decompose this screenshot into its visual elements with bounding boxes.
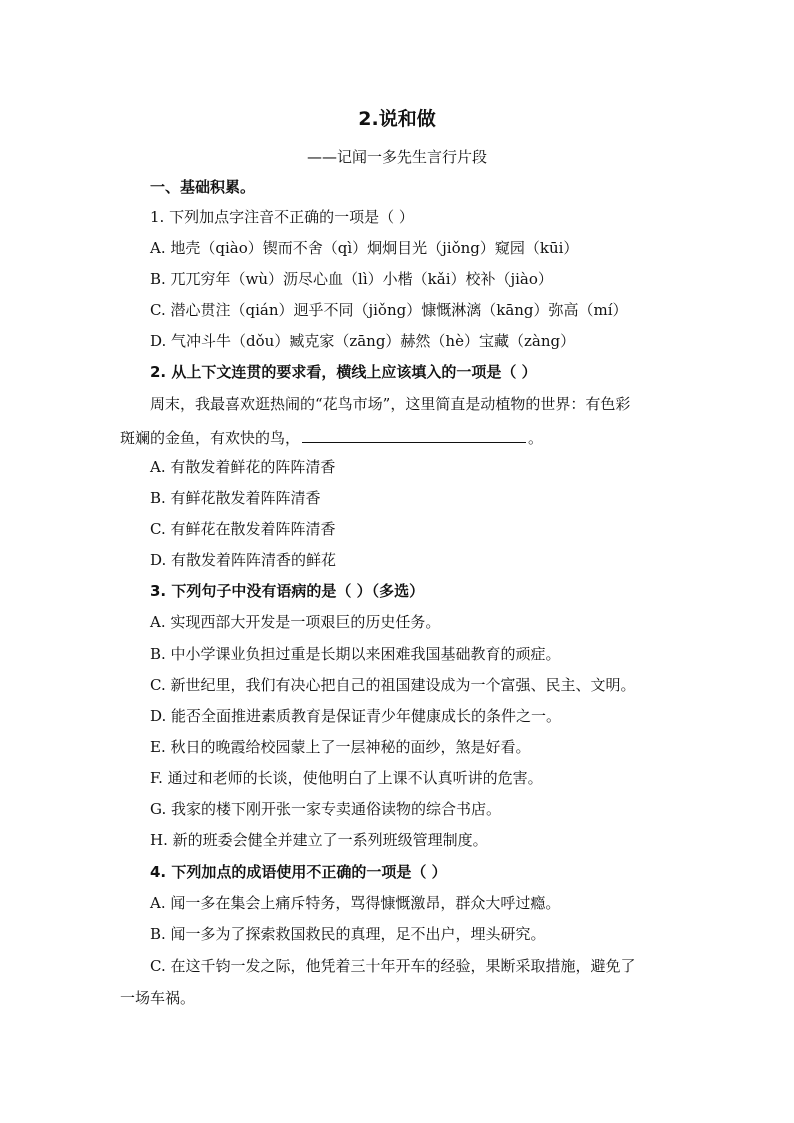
question-3-option-e: E. 秋日的晚霞给校园蒙上了一层神秘的面纱，煞是好看。 xyxy=(150,738,531,756)
question-3-option-a: A. 实现西部大开发是一项艰巨的历史任务。 xyxy=(150,613,441,631)
question-2-option-a: A. 有散发着鲜花的阵阵清香 xyxy=(150,458,336,476)
fill-blank xyxy=(302,426,526,443)
question-4-option-c-line-1: C. 在这千钧一发之际，他凭着三十年开车的经验，果断采取措施，避免了 xyxy=(150,957,636,975)
question-1-option-a: A. 地壳（qiào）锲而不舍（qì）炯炯目光（jiǒng）窥园（kūi） xyxy=(150,239,579,257)
question-4-option-c-line-2: 一场车祸。 xyxy=(120,989,196,1007)
question-2-option-d: D. 有散发着阵阵清香的鲜花 xyxy=(150,551,337,569)
question-4-option-a: A. 闻一多在集会上痛斥特务，骂得慷慨激昂，群众大呼过瘾。 xyxy=(150,894,561,912)
question-2-passage-line-1: 周末，我最喜欢逛热闹的“花鸟市场”，这里简直是动植物的世界：有色彩 xyxy=(150,395,631,413)
question-3-option-f: F. 通过和老师的长谈，使他明白了上课不认真听讲的危害。 xyxy=(150,769,543,787)
question-2-option-b: B. 有鲜花散发着阵阵清香 xyxy=(150,489,321,507)
question-3-option-d: D. 能否全面推进素质教育是保证青少年健康成长的条件之一。 xyxy=(150,707,562,725)
question-3-option-g: G. 我家的楼下刚开张一家专卖通俗读物的综合书店。 xyxy=(150,800,501,818)
question-2-stem: 2. 从上下文连贯的要求看，横线上应该填入的一项是（ ） xyxy=(150,363,537,381)
question-1-option-b: B. 兀兀穷年（wù）沥尽心血（lì）小楷（kǎi）校补（jiào） xyxy=(150,270,553,288)
question-1-option-c: C. 潜心贯注（qián）迥乎不同（jiǒng）慷慨淋漓（kāng）弥高（mí） xyxy=(150,301,628,319)
page-title: 2.说和做 xyxy=(358,108,436,130)
question-2-option-c: C. 有鲜花在散发着阵阵清香 xyxy=(150,520,336,538)
question-3-option-h: H. 新的班委会健全并建立了一系列班级管理制度。 xyxy=(150,831,488,849)
question-1-stem: 1. 下列加点字注音不正确的一项是（ ） xyxy=(150,208,414,226)
question-3-option-b: B. 中小学课业负担过重是长期以来困难我国基础教育的顽症。 xyxy=(150,645,561,663)
question-4-option-b: B. 闻一多为了探索救国救民的真理，足不出户，埋头研究。 xyxy=(150,925,546,943)
question-1-option-d: D. 气冲斗牛（dǒu）臧克家（zāng）赫然（hè）宝藏（zàng） xyxy=(150,332,576,350)
question-2-passage-line-2 xyxy=(120,426,543,448)
section-heading: 一、基础积累。 xyxy=(150,178,256,196)
question-3-option-c: C. 新世纪里，我们有决心把自己的祖国建设成为一个富强、民主、文明。 xyxy=(150,676,636,694)
question-3-stem: 3. 下列句子中没有语病的是（ ）（多选） xyxy=(150,582,425,600)
question-4-stem: 4. 下列加点的成语使用不正确的一项是（ ） xyxy=(150,863,447,881)
passage-end: 。 xyxy=(528,429,544,447)
passage-text: 斑斓的金鱼，有欢快的鸟， xyxy=(120,429,301,447)
page-subtitle: ——记闻一多先生言行片段 xyxy=(306,148,487,166)
